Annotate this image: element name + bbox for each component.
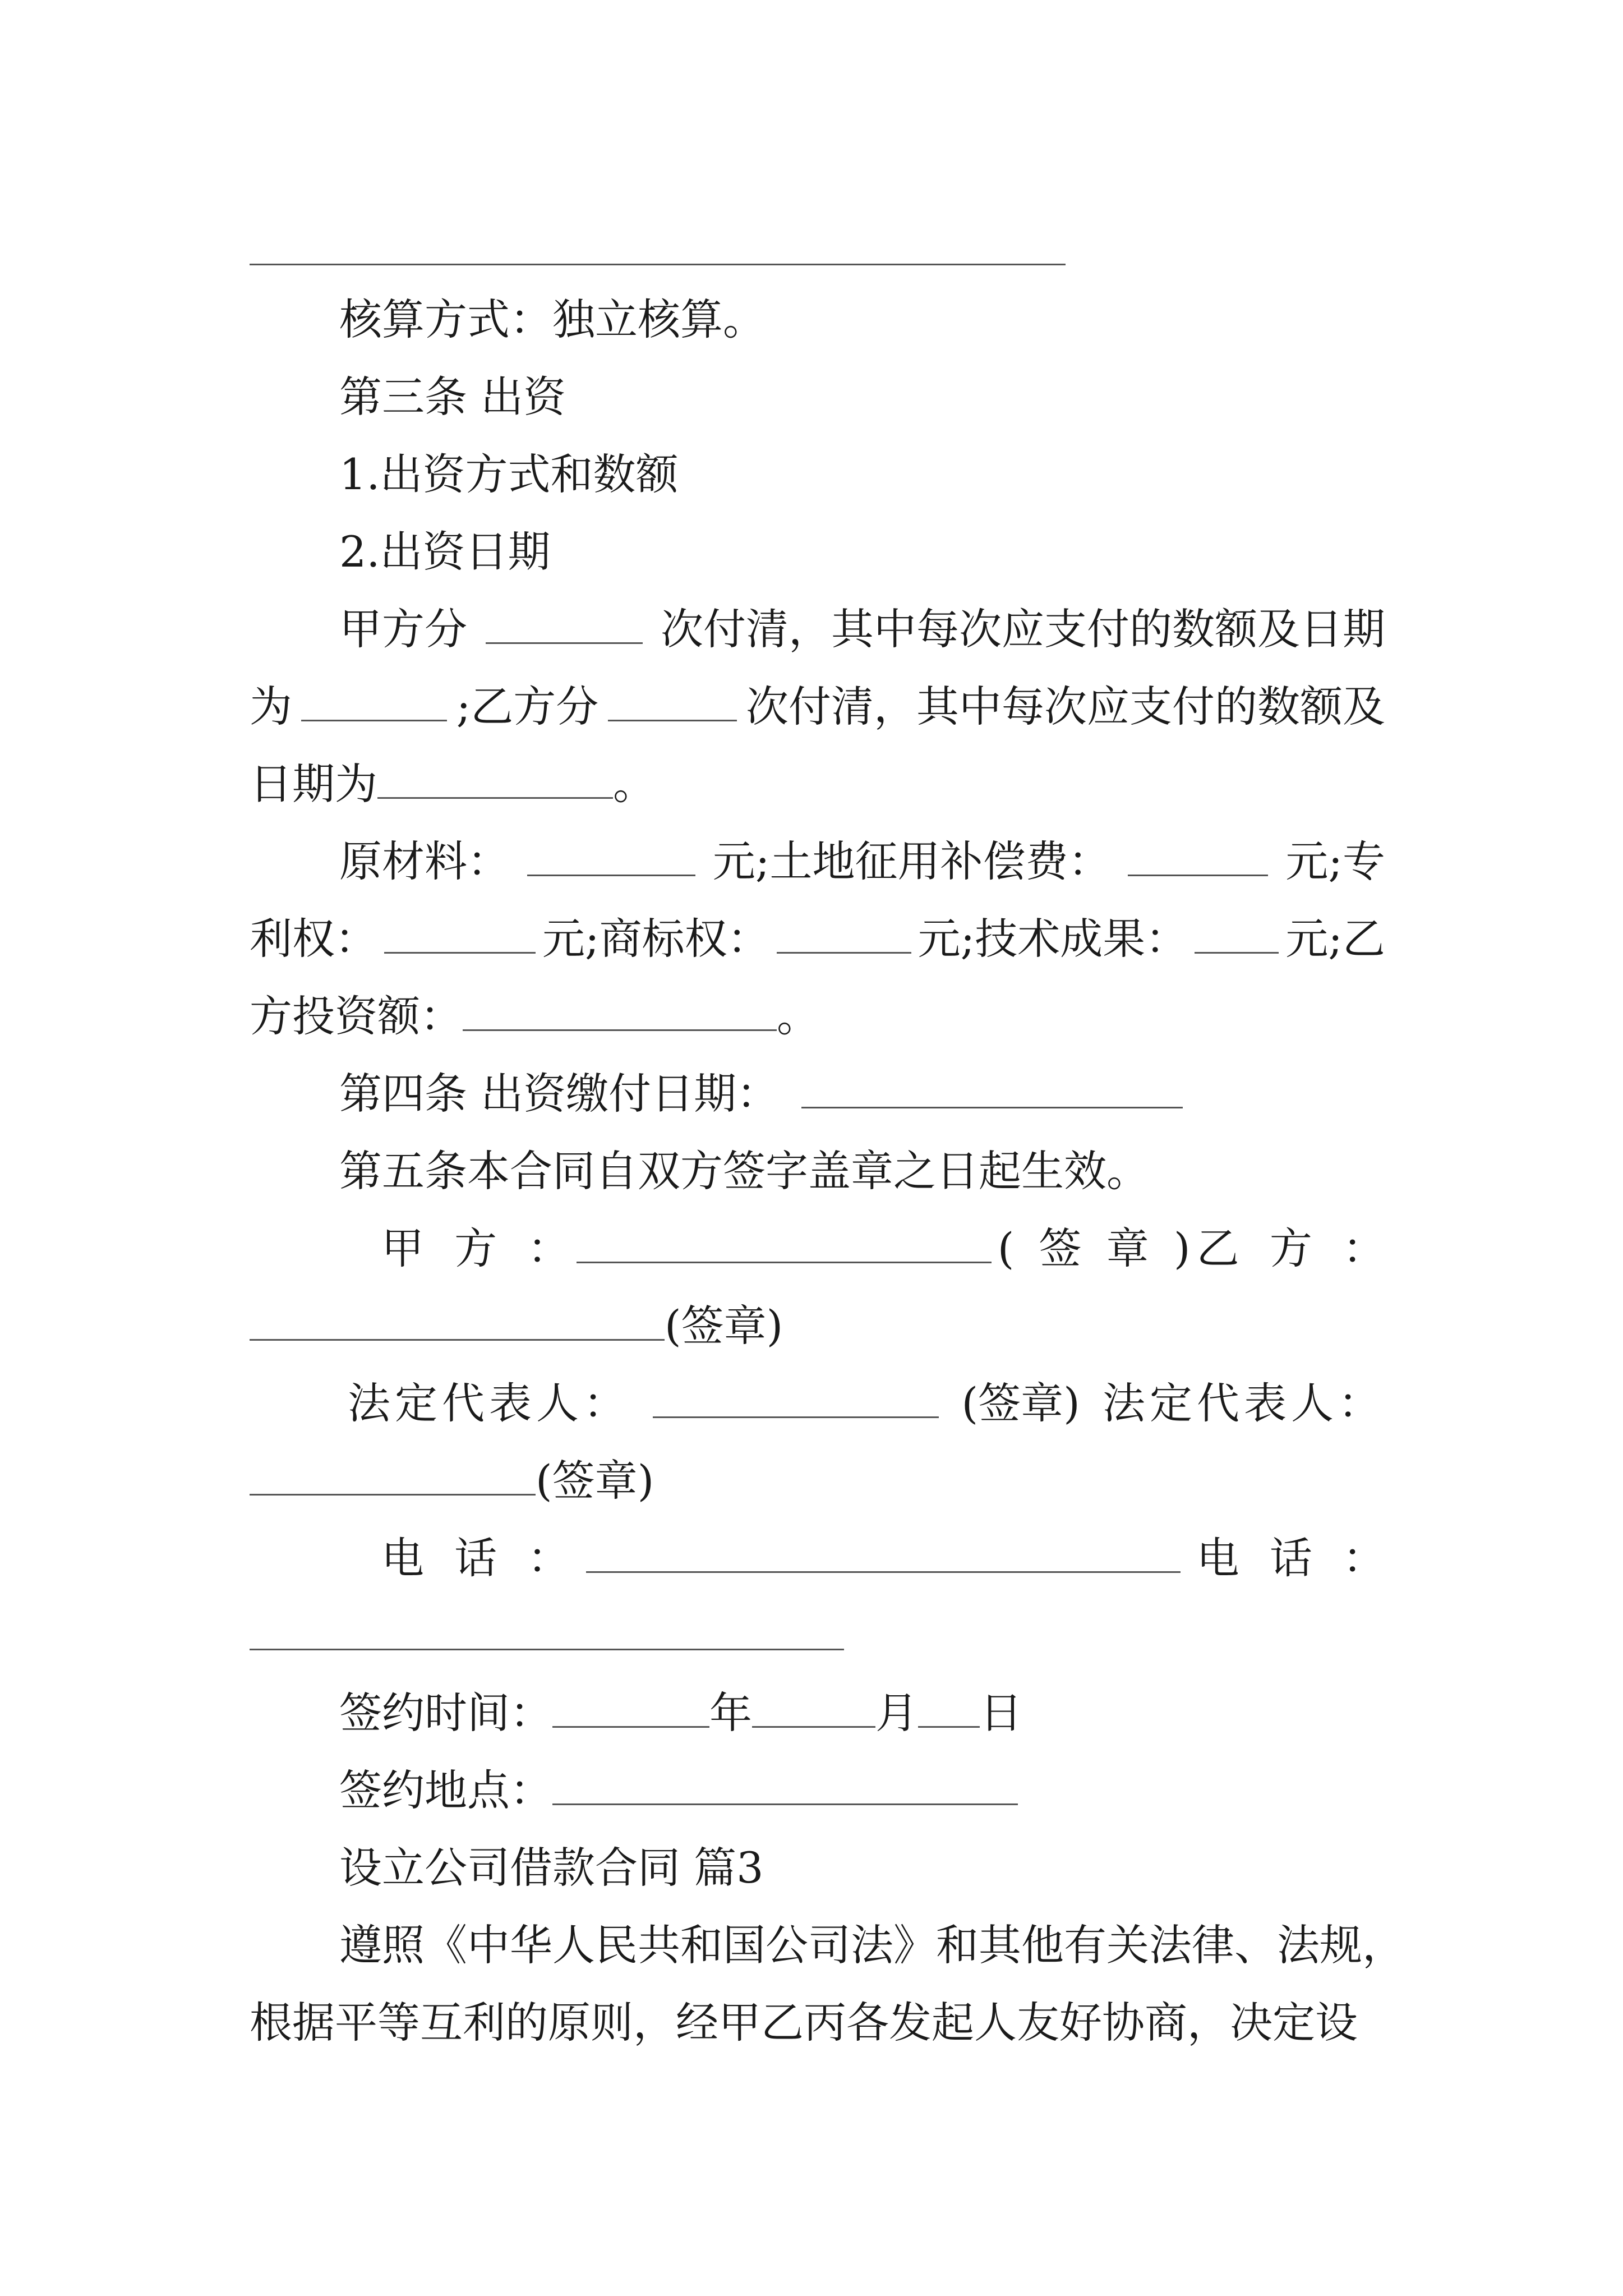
text-segment: 元;土地征用补偿费： <box>712 836 1111 886</box>
body-paragraph-line: 遵照《中华人民共和国公司法》和其他有关法律、法规， <box>339 1920 1405 1970</box>
blank-field <box>552 1688 709 1728</box>
article-5-line: 第五条本合同自双方签字盖章之日起生效。 <box>339 1146 1149 1196</box>
text-segment: 元;技术成果： <box>917 914 1188 964</box>
text-segment: ;乙方分 <box>456 682 599 731</box>
text-segment: 法定代表人： <box>348 1378 630 1428</box>
top-blank-line <box>250 264 1066 265</box>
text-segment: 乙 方 ： <box>1196 1223 1385 1273</box>
text-segment: 法定代表人： <box>1102 1378 1385 1428</box>
blank-field <box>752 1688 875 1728</box>
signing-date-line <box>339 1685 1385 1741</box>
blank-field <box>486 605 643 644</box>
blank-field <box>1128 837 1268 876</box>
text-segment: 利权： <box>250 914 377 964</box>
text-segment: 日 <box>980 1688 1022 1738</box>
text-segment: 甲 方 ： <box>381 1223 570 1273</box>
legal-rep-line <box>348 1375 1385 1432</box>
blank-field <box>777 914 911 954</box>
text-segment: 次付清，其中每次应支付的数额及日期 <box>661 604 1385 654</box>
text-segment: 。 <box>777 991 819 1041</box>
text-segment: 方投资额： <box>250 991 463 1041</box>
text-segment: 日期为 <box>250 759 377 809</box>
blank-field <box>301 682 447 721</box>
blank-field <box>608 682 737 721</box>
text-segment: 月 <box>875 1688 918 1738</box>
blank-field <box>250 1611 844 1650</box>
party-b-investment-line <box>250 988 1385 1045</box>
text-segment: 年 <box>709 1688 752 1738</box>
party-signature-line <box>381 1221 1385 1277</box>
blank-field <box>918 1688 980 1728</box>
accounting-method-line: 核算方式：独立核算。 <box>339 295 766 344</box>
text-segment: 甲方分 <box>339 604 467 654</box>
party-a-payment-line <box>339 601 1385 657</box>
blank-field <box>463 992 777 1031</box>
text-segment: 次付清，其中每次应支付的数额及 <box>745 682 1385 731</box>
patent-line <box>250 911 1385 967</box>
text-segment: 电 话 ： <box>381 1533 570 1583</box>
blank-field <box>527 837 695 876</box>
blank-field <box>653 1379 939 1418</box>
blank-field <box>577 1224 992 1263</box>
text-segment: 元;乙 <box>1285 914 1385 964</box>
capital-method-item: 1.出资方式和数额 <box>339 449 679 499</box>
text-segment: 签约时间： <box>339 1688 552 1738</box>
capital-date-item: 2.出资日期 <box>339 527 551 577</box>
text-segment: 元;专 <box>1285 836 1385 886</box>
text-segment: 原材料： <box>339 836 510 886</box>
body-paragraph-line: 根据平等互利的原则，经甲乙丙各发起人友好协商，决定设 <box>250 1998 1358 2047</box>
article-3-heading: 第三条 出资 <box>339 372 566 422</box>
blank-field <box>1195 914 1279 954</box>
blank-field <box>377 760 613 799</box>
text-segment: 电 话 ： <box>1196 1533 1385 1583</box>
text-segment: (签章) <box>536 1456 654 1506</box>
phone-line <box>381 1530 1385 1586</box>
blank-field <box>801 1069 1183 1108</box>
party-b-signature-line <box>250 1298 1385 1354</box>
section-heading: 设立公司借款合同 篇3 <box>339 1843 764 1893</box>
legal-rep-b-line <box>250 1453 1385 1509</box>
text-segment: (签章) <box>665 1301 783 1351</box>
signing-place-line <box>339 1763 1385 1819</box>
article-4-line <box>339 1066 1385 1122</box>
text-segment: 为 <box>250 682 292 731</box>
text-segment: (签章) <box>961 1378 1080 1428</box>
blank-field <box>552 1766 1018 1805</box>
blank-field <box>250 1301 665 1341</box>
blank-field <box>250 1456 536 1496</box>
text-segment: ( 签 章 ) <box>997 1223 1191 1273</box>
text-segment: 签约地点： <box>339 1765 552 1815</box>
payment-date-line <box>250 756 1385 812</box>
text-segment: 元;商标权： <box>542 914 770 964</box>
phone-b-line <box>250 1608 1385 1664</box>
blank-field <box>384 914 536 954</box>
party-b-payment-line <box>250 679 1385 735</box>
text-segment: 第四条 出资缴付日期： <box>339 1069 780 1119</box>
blank-field <box>586 1534 1181 1573</box>
materials-line <box>339 834 1385 890</box>
text-segment: 。 <box>613 759 656 809</box>
